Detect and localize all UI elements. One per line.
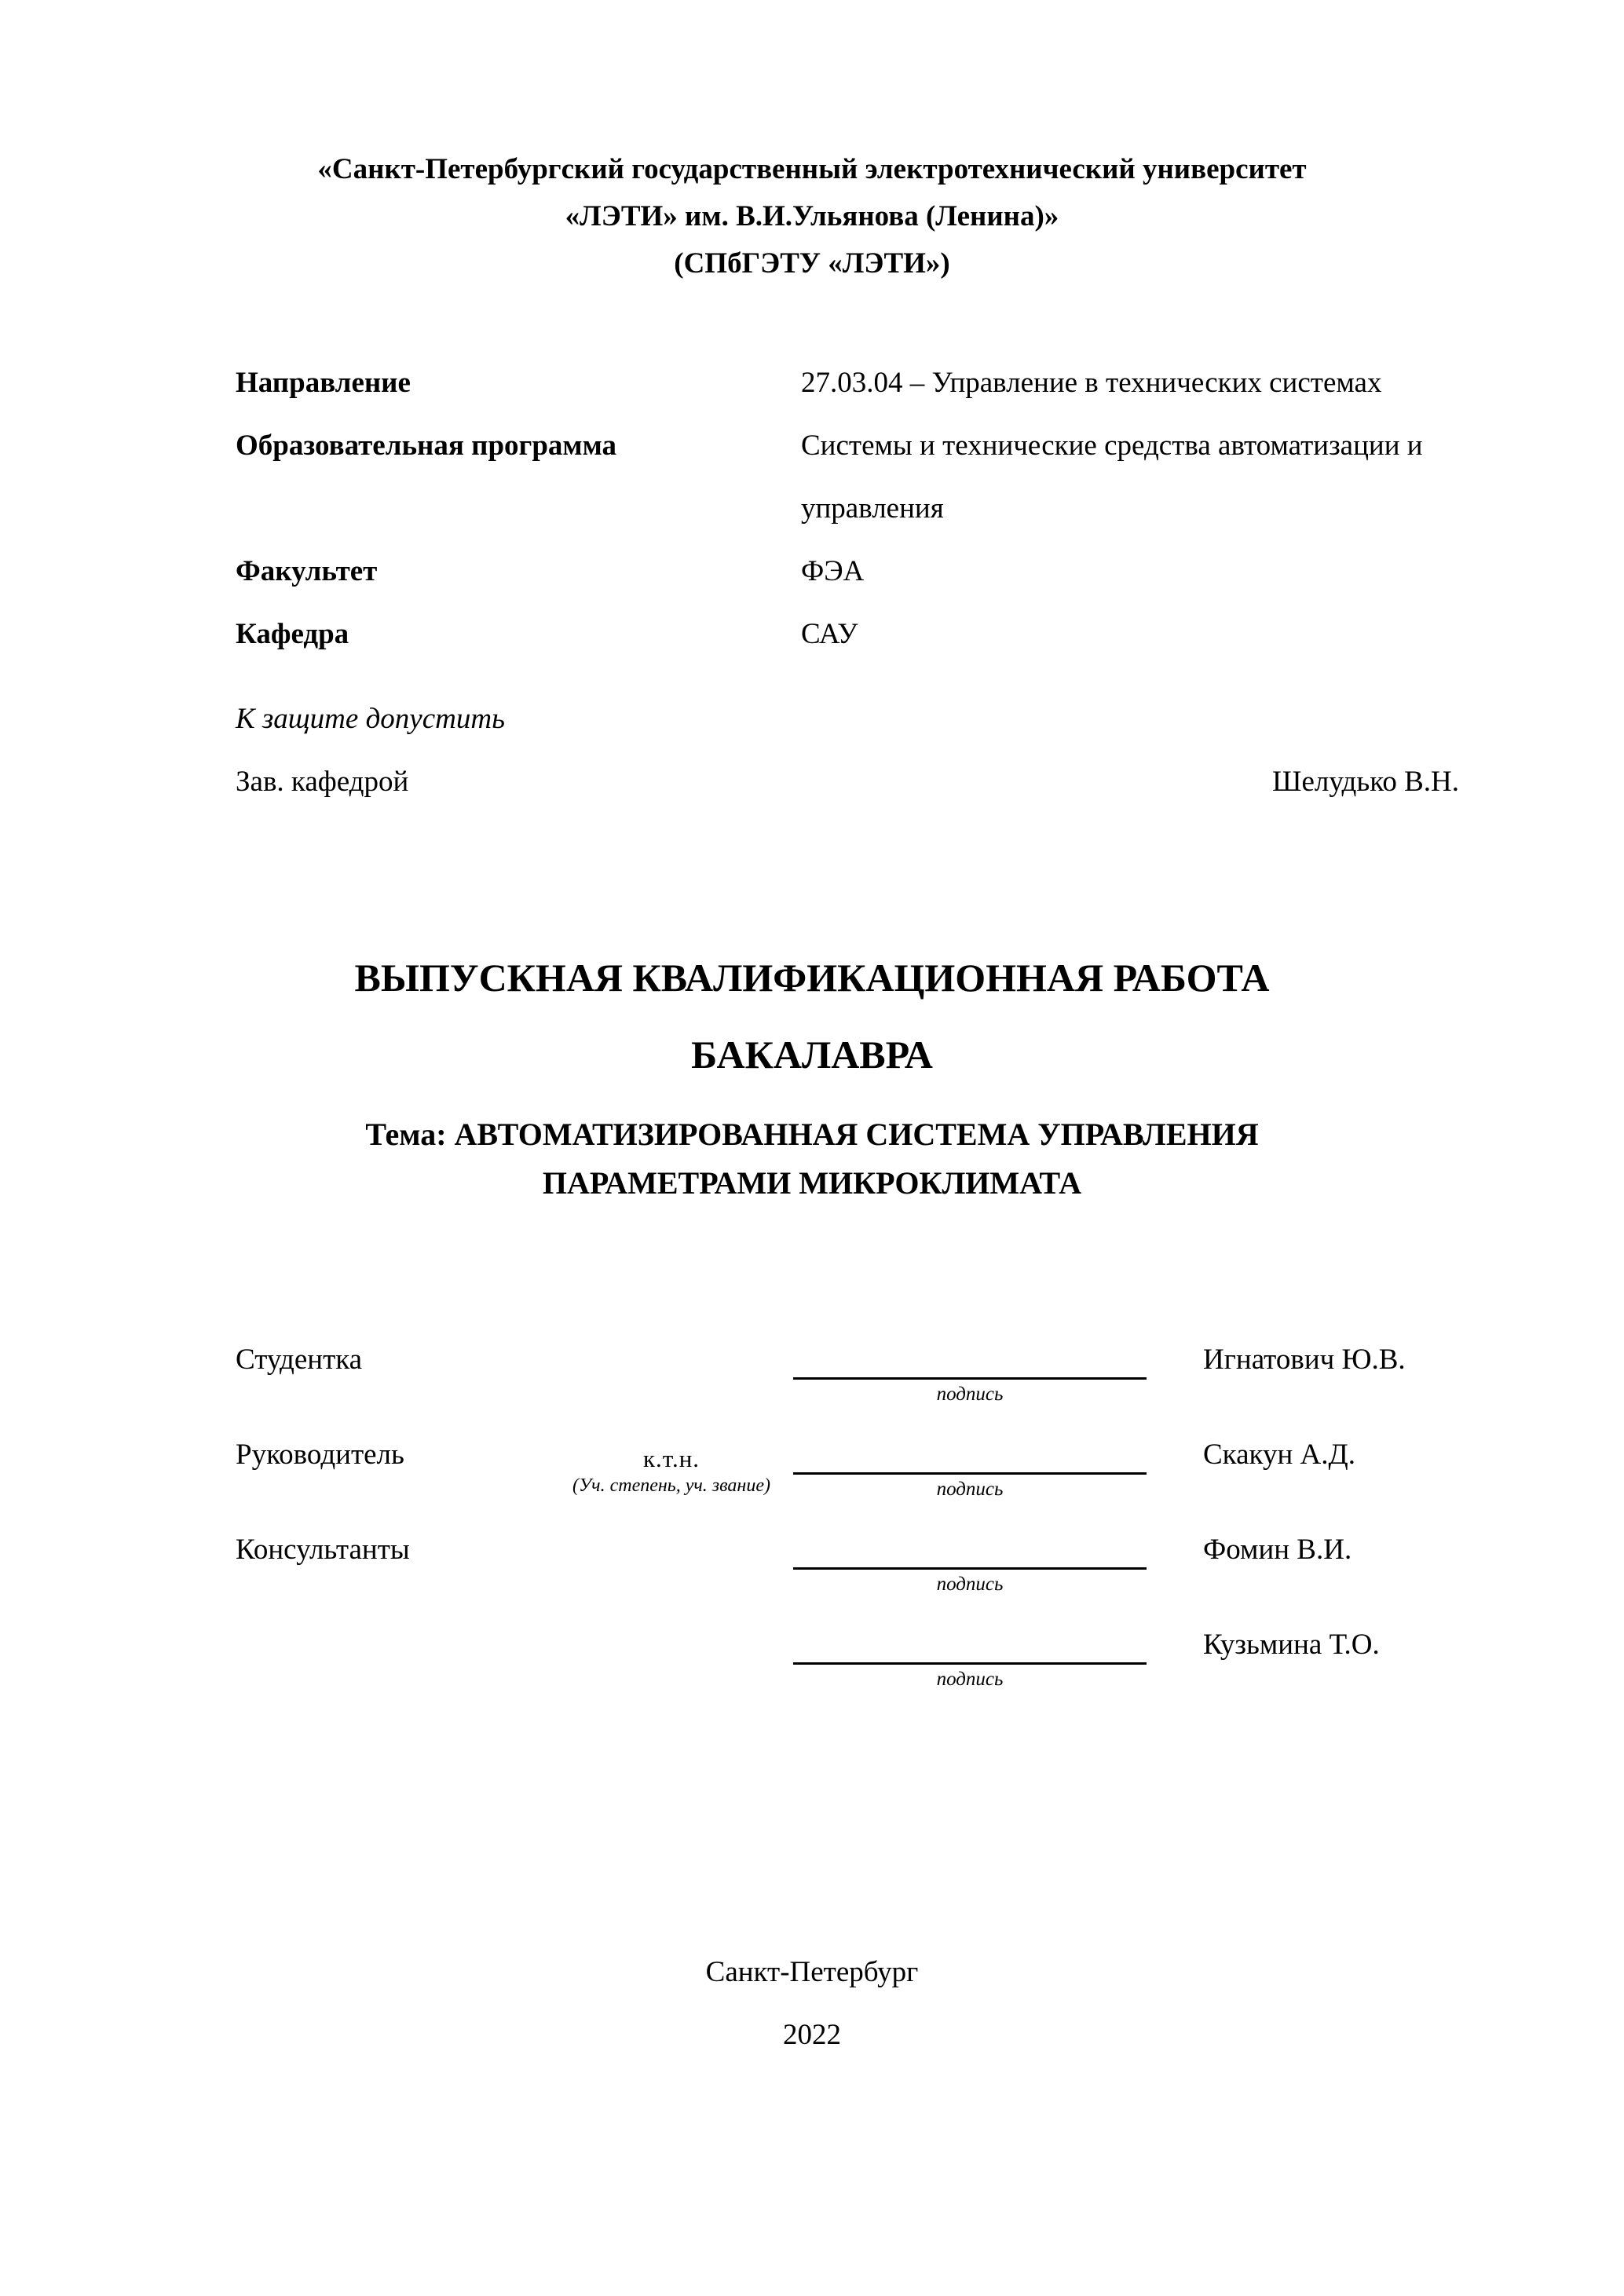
signature-caption: подпись: [936, 1669, 1004, 1690]
signatures-section: [236, 1343, 1467, 1723]
direction-value: 27.03.04 – Управление в технических системах: [801, 367, 1382, 399]
permit-to-defense-line: К защите допустить: [236, 703, 505, 735]
student-name: Игнатович Ю.В.: [1203, 1344, 1406, 1376]
programme-label: Образовательная программа: [236, 430, 617, 462]
signature-caption: подпись: [936, 1384, 1004, 1405]
department-value: САУ: [801, 618, 858, 650]
student-signature-cell: [793, 1343, 1147, 1406]
approval-block: [236, 688, 1459, 813]
supervisor-name: Скакун А.Д.: [1203, 1439, 1355, 1471]
direction-label: Направление: [236, 367, 411, 399]
signature-row-supervisor: [236, 1438, 1467, 1533]
supervisor-signature-cell: [793, 1438, 1147, 1501]
signature-line: [793, 1628, 1147, 1665]
work-title-block: [0, 939, 1624, 1208]
faculty-label: Факультет: [236, 555, 378, 587]
signature-line: [793, 1438, 1147, 1475]
university-abbreviation: (СПбГЭТУ «ЛЭТИ»): [674, 247, 950, 280]
university-name-line2: «ЛЭТИ» им. В.И.Ульянова (Ленина)»: [565, 200, 1059, 232]
department-head-row: [236, 751, 1459, 813]
info-row-faculty: [236, 540, 1467, 603]
consultants-label: Консультанты: [236, 1534, 410, 1566]
department-head-label: Зав. кафедрой: [236, 766, 409, 798]
signature-row-consultant-1: [236, 1533, 1467, 1628]
consultant-name-2: Кузьмина Т.О.: [1203, 1629, 1380, 1661]
programme-value: Системы и технические средства автоматизации и управления: [801, 430, 1423, 525]
signature-row-student: [236, 1343, 1467, 1438]
info-row-direction: [236, 352, 1467, 415]
university-header: [0, 0, 1624, 287]
programme-info: [236, 352, 1467, 666]
department-label: Кафедра: [236, 618, 349, 650]
work-title: [0, 939, 1624, 1093]
signature-row-consultant-2: [236, 1628, 1467, 1723]
signature-line: [793, 1343, 1147, 1380]
consultant-signature-cell: [793, 1628, 1147, 1691]
supervisor-degree: к.т.н.: [642, 1445, 700, 1472]
supervisor-degree-cell: [550, 1438, 793, 1497]
supervisor-label: Руководитель: [236, 1439, 404, 1471]
signature-caption: подпись: [936, 1479, 1004, 1500]
info-row-department: [236, 603, 1467, 666]
footer-city: Санкт-Петербург: [705, 1956, 919, 1988]
faculty-value: ФЭА: [801, 555, 865, 587]
consultant-signature-cell: [793, 1533, 1147, 1596]
student-label: Студентка: [236, 1344, 363, 1376]
work-title-line2: БАКАЛАВРА: [691, 1033, 933, 1077]
signature-line: [793, 1533, 1147, 1570]
degree-caption: (Уч. степень, уч. звание): [572, 1475, 770, 1496]
department-head-name: Шелудько В.Н.: [1272, 766, 1459, 798]
footer-year: 2022: [783, 2019, 841, 2051]
signature-caption: подпись: [936, 1574, 1004, 1595]
university-name-line1: «Санкт-Петербургский государственный электротехнический университет: [317, 153, 1307, 185]
work-theme: Тема: АВТОМАТИЗИРОВАННАЯ СИСТЕМА УПРАВЛЕНИЯ ПАРАМЕТРАМИ МИКРОКЛИМАТА: [365, 1117, 1259, 1201]
footer: [0, 1941, 1624, 2067]
work-title-line1: ВЫПУСКНАЯ КВАЛИФИКАЦИОННАЯ РАБОТА: [354, 956, 1270, 1000]
info-row-programme: [236, 415, 1467, 540]
consultant-name-1: Фомин В.И.: [1203, 1534, 1352, 1566]
